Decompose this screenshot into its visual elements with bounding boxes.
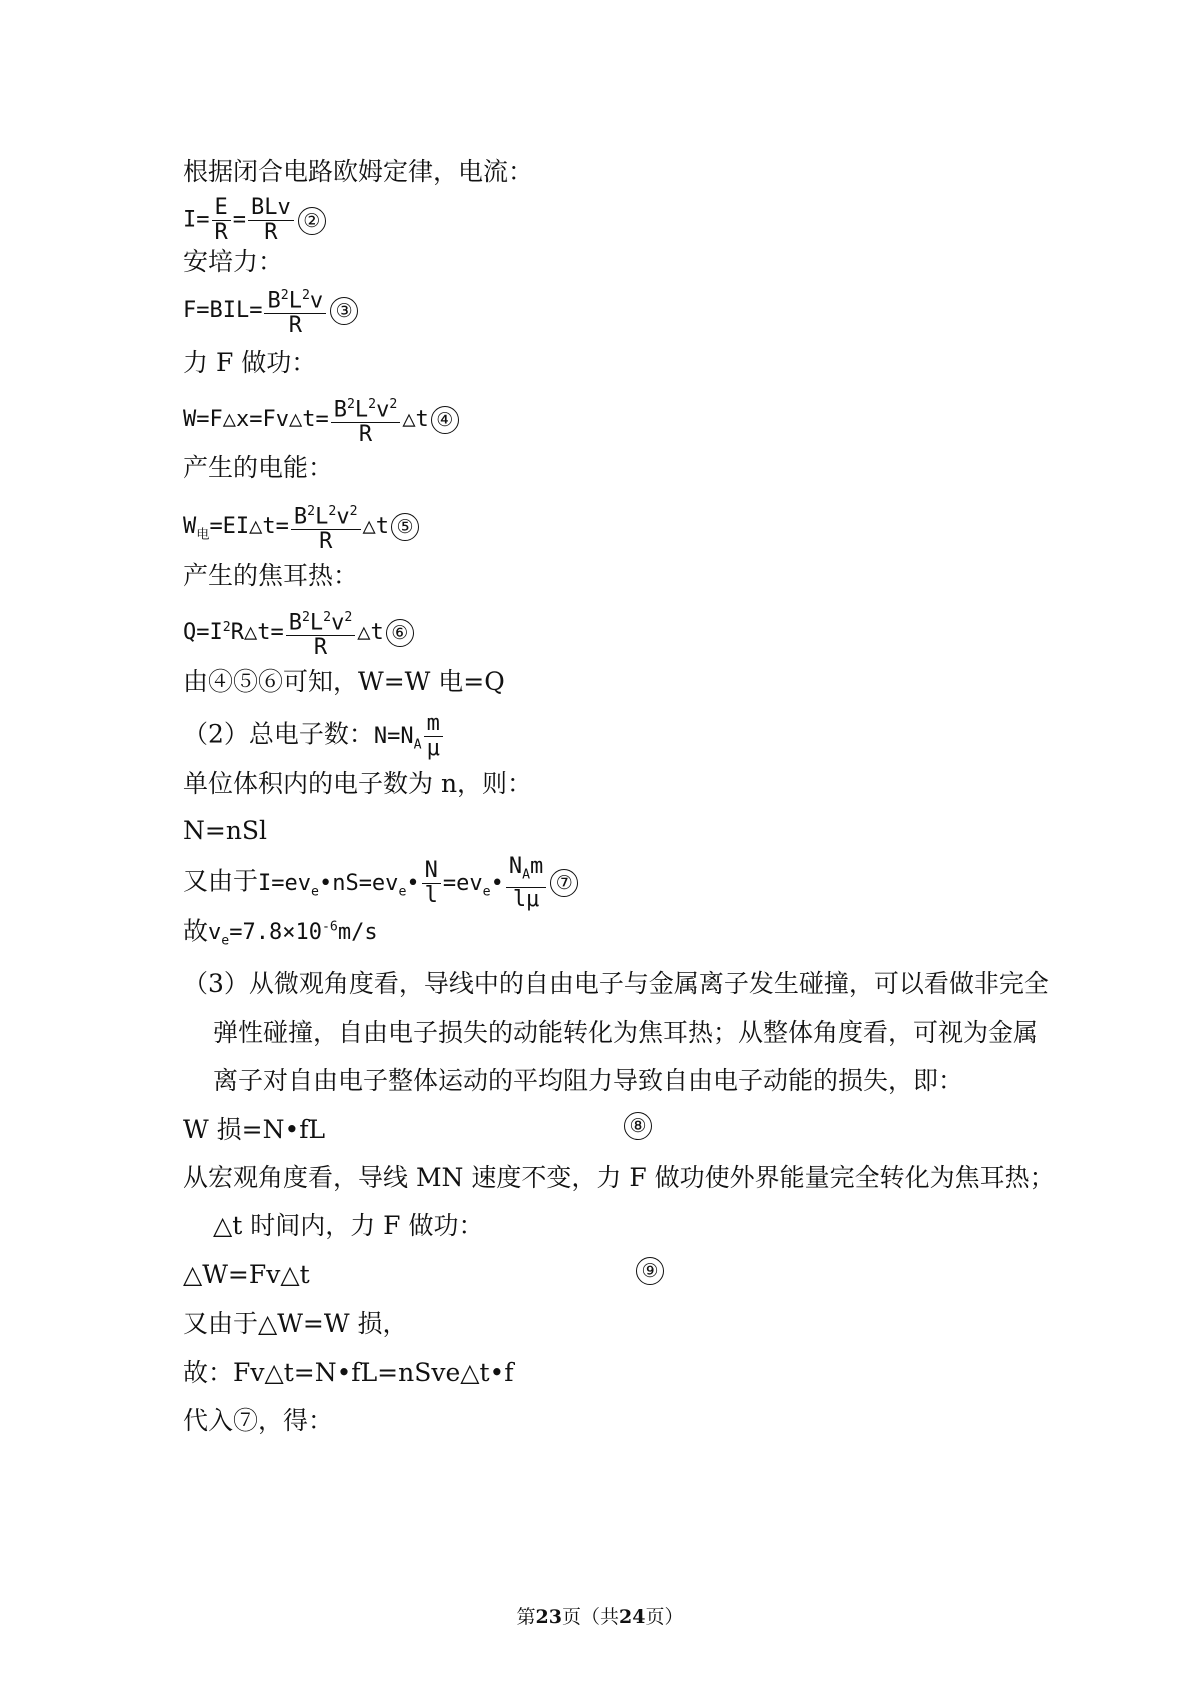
text-line: 代入⑦，得：	[183, 1406, 334, 1435]
text-line: N=nSl	[183, 816, 268, 845]
text-line: 产生的电能：	[183, 453, 334, 482]
equation-marker: ⑥	[386, 619, 414, 647]
text-line: 从宏观角度看，导线 MN 速度不变，力 F 做功使外界能量完全转化为焦耳热；	[183, 1163, 1055, 1192]
equation-marker: ③	[330, 297, 358, 325]
text-line: 单位体积内的电子数为 n，则：	[183, 769, 533, 798]
text-line: 又由于△W=W 损，	[183, 1309, 408, 1338]
text-line: △t 时间内，力 F 做功：	[213, 1211, 484, 1240]
page-number: 23	[535, 1606, 562, 1628]
page-total: 24	[619, 1606, 646, 1628]
equation-marker: ⑦	[550, 869, 578, 897]
formula-work: W=F△x=Fv△t= $\frac{B^2L^2v^2}{R}$ △t ④	[183, 393, 459, 447]
text-line: △W=Fv△t	[183, 1260, 310, 1289]
equation-marker: ⑨	[636, 1257, 664, 1285]
text-line: 产生的焦耳热：	[183, 561, 359, 590]
paragraph-line: 弹性碰撞，自由电子损失的动能转化为焦耳热；从整体角度看，可视为金属	[213, 1018, 1039, 1047]
formula-ampere-force: F=BIL= $\frac{B^2L^2v}{R}$ ③	[183, 284, 358, 338]
equation-marker: ④	[431, 406, 459, 434]
page-footer: 第23页（共24页）	[516, 1606, 684, 1628]
formula-current-micro: 又由于$I=ev_e•nS=ev_e•$ $\frac{N}{l}$ $=ev_e•$ $\frac{N_Am}{l\mu}$ ⑦	[183, 855, 578, 912]
text-line: 安培力：	[183, 247, 284, 276]
formula-current: I= $\frac{E}{R}$ = $\frac{\text{BLv}}{R}$ ②	[183, 196, 326, 245]
equation-marker: ⑤	[391, 513, 419, 541]
formula-joule-heat: $Q=I^2R\triangle t=$ $\frac{B^2L^2v^2}{R}$ △t ⑥	[183, 606, 414, 660]
text-line: 根据闭合电路欧姆定律，电流：	[183, 157, 534, 186]
text-line: 力 F 做功：	[183, 348, 317, 377]
formula-electric-energy: $W_电=EI\triangle t=$ $\frac{B^2L^2v^2}{R}$ △t ⑤	[183, 500, 419, 554]
equation-marker: ⑧	[624, 1112, 652, 1140]
text-line: 由④⑤⑥可知，W=W 电=Q	[183, 667, 505, 696]
formula-drift-velocity: 故$v_e=7.8\times 10^{-6}m/s$	[183, 916, 378, 949]
formula-electron-total: （2）总电子数：$N=N_A$ $\frac{m}{\mu}$	[183, 712, 445, 761]
text-line: 故：Fv△t=N•fL=nSve△t•f	[183, 1358, 514, 1387]
equation-marker: ②	[298, 207, 326, 235]
text-line: W 损=N•fL	[183, 1115, 326, 1144]
paragraph-line: （3）从微观角度看，导线中的自由电子与金属离子发生碰撞，可以看做非完全	[183, 969, 1049, 998]
paragraph-line: 离子对自由电子整体运动的平均阻力导致自由电子动能的损失，即：	[213, 1066, 964, 1095]
